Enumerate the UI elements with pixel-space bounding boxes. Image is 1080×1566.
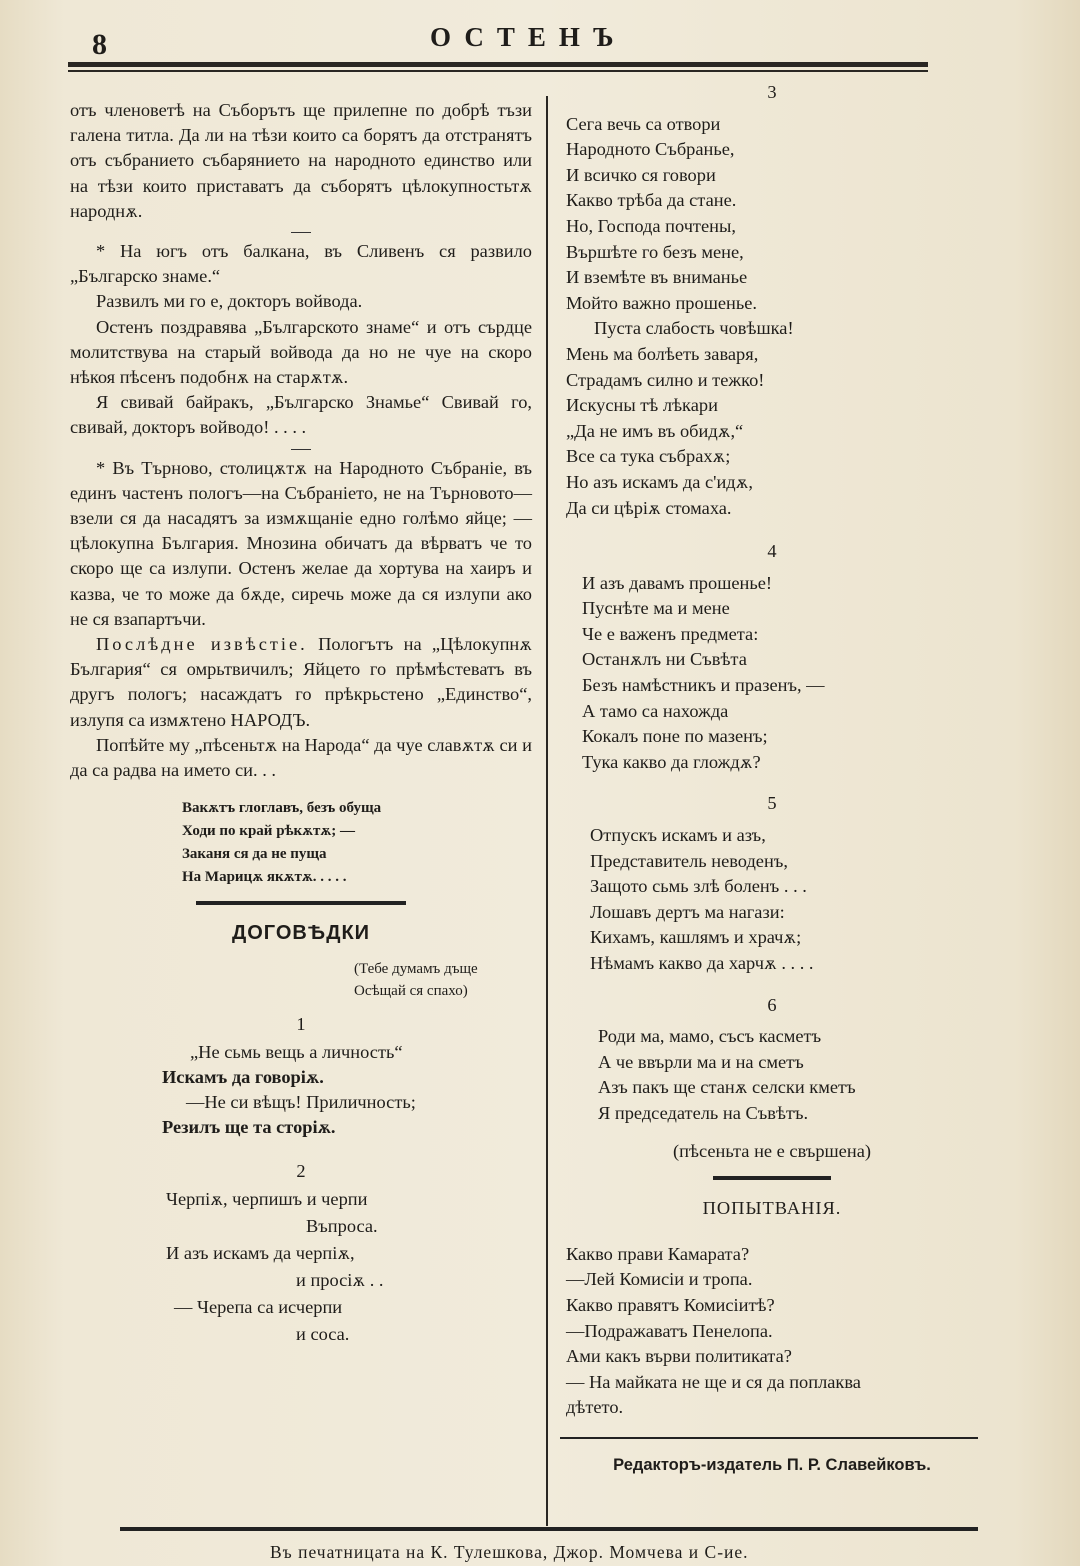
stanza-line: Искусны тѣ лѣкари — [566, 395, 718, 416]
stanza-line: Кихамъ, кашлямъ и храчѫ; — [590, 927, 802, 948]
stanza-line: Роди ма, мамо, съсъ касметъ — [598, 1026, 822, 1047]
stanza-line: Отпускъ искамъ и азъ, — [590, 825, 766, 846]
separator — [291, 449, 311, 450]
stanza-number: 5 — [767, 793, 777, 814]
qa-line: — На майката не ще и ся да поплаква — [566, 1371, 861, 1392]
stanza-line: и просіѫ . . — [296, 1269, 384, 1290]
stanza-line: Мойто важно прошенье. — [566, 292, 758, 313]
stanza-line: Останѫлъ ни Съвѣта — [582, 649, 747, 670]
masthead-title: ОСТЕНЪ — [430, 22, 627, 52]
qa-line: —Подражаватъ Пенелопа. — [566, 1320, 773, 1341]
stanza-line: Че е важенъ предмета: — [582, 623, 759, 644]
stanza-line: „Да не имъ въ обидѫ,“ — [566, 420, 744, 441]
stanza-line: Представитель неводенъ, — [590, 850, 788, 871]
stanza-line: Безъ намѣстникъ и празенъ, — — [582, 675, 825, 696]
verse-line: На Марицѫ якѫтѫ. . . . . — [182, 869, 347, 886]
qa-line: дѣтето. — [566, 1397, 624, 1418]
stanza-line: Сега вечь са отвори — [566, 113, 721, 134]
stanza-number: 4 — [767, 541, 777, 562]
stanza-number: 2 — [296, 1160, 306, 1181]
stanza-line: — Черепа са исчерпи — [174, 1296, 343, 1317]
stanza-number: 3 — [767, 82, 777, 102]
article-paragraph: Развилъ ми го е, докторъ войвода. — [96, 291, 363, 312]
footer-rule — [120, 1527, 978, 1531]
editor-rule — [560, 1437, 978, 1439]
separator — [291, 232, 311, 233]
stanza-line: И вземѣте въ вниманье — [566, 267, 748, 288]
stanza-5 — [566, 823, 978, 977]
stanza-line: И азъ давамъ прошенье! — [582, 572, 773, 593]
news-item-sliven: * На югъ отъ балкана, въ Сливенъ ся развило „Българско знаме.“ — [70, 241, 532, 287]
header-rule — [68, 62, 928, 67]
printer-imprint: Въ печатницата на К. Тулешкова, Джор. Момчева и С-ие. — [270, 1542, 749, 1562]
stanza-line: Но, Господа почтены, — [566, 215, 736, 236]
poem-end-note: (пѣсеньта не е свършена) — [673, 1140, 871, 1161]
verse-line: Заканя ся да не пуща — [182, 846, 327, 863]
qa-line: Какво правятъ Комисіитѣ? — [566, 1294, 775, 1315]
stanza-line: „Не сьмь вещь а личность“ — [190, 1041, 403, 1062]
stanza-line: Пуснѣте ма и мене — [582, 598, 730, 619]
stanza-line: Нѣмамъ какво да харчѫ . . . . — [590, 953, 814, 973]
header-rule-thin — [68, 70, 928, 72]
stanza-line: и соса. — [296, 1323, 350, 1344]
article-paragraph: Я свивай байракъ, „Българско Знамье“ Свивай го, свивай, докторъ войводо! . . . . — [70, 392, 532, 438]
stanza-line: Все са тука събрахѫ; — [566, 446, 731, 467]
qa-line: —Лей Комисіи и тропа. — [566, 1269, 753, 1290]
stanza-line: Пуста слабость човѣшка! — [594, 318, 794, 339]
left-column — [70, 98, 532, 1348]
stanza-line: Искамъ да говоріѫ. — [162, 1066, 324, 1087]
section-rule — [713, 1176, 831, 1180]
latest-news-text: Пологътъ на „Цѣлокупнѫ България“ ся омрьтвичилъ; Яйцето го прѣмѣстеватъ въ другъ пологъ; насаждатъ го прѣкрьстено „Единство“, излупя са измѫтено НАРОДЪ. — [70, 634, 532, 730]
stanza-number: 1 — [296, 1014, 306, 1035]
verse-line: Ходи по край рѣкѫтѫ; — — [182, 823, 356, 840]
stanza-line: И азъ искамъ да черпіѫ, — [166, 1242, 355, 1263]
section-title: ДОГОВѢДКИ — [231, 922, 371, 945]
epigraph-line: Осѣщай ся спахо) — [354, 983, 468, 1000]
stanza-line: Но азъ искамъ да с'идѫ, — [566, 471, 753, 492]
epigraph — [354, 958, 532, 1002]
stanza-line: Народното Събранье, — [566, 139, 735, 160]
article-paragraph: отъ членоветѣ на Съборътъ ще прилепне по добрѣ тъзи галена титла. Да ли на тѣзи които са борятъ да отстранятъ отъ събранието събарянието на народното единство или на тѣзи които приставатъ да съборятъ цѣлокупностьтѫ народнѫ. — [70, 100, 532, 221]
stanza-3 — [566, 112, 978, 522]
stanza-line: А че ввърли ма и на сметъ — [598, 1051, 804, 1072]
verse-line: Вакѫтъ глоглавъ, безъ обуща — [182, 800, 382, 817]
stanza-1 — [162, 1040, 532, 1141]
stanza-line: А тамо са нахожда — [582, 700, 729, 721]
news-item-tarnovo: * Въ Търново, столицѫтѫ на Народното Събраніе, въ единъ частенъ пологъ—на Събраніето, не на Търновото—взели ся да насадятъ за измѫщаніе едно голѣмо яйце; —цѣлокупна България. Мнозина обичатъ да вѣрватъ че то скоро ще са излупи. Остенъ желае да хортува на хаиръ и казва, че то може да бѫде, сиречь може да ся излупи ако не ся взапартъчи. — [70, 457, 532, 629]
stanza-6 — [566, 1024, 978, 1126]
qa-line: Ами какъ върви политиката? — [566, 1346, 792, 1367]
stanza-2 — [166, 1186, 532, 1348]
stanza-line: Страдамъ силно и тежко! — [566, 369, 765, 390]
stanza-line: —Не си вѣщъ! Приличность; — [186, 1092, 416, 1113]
stanza-number: 6 — [767, 994, 777, 1015]
stanza-line: Да си цѣріѫ стомаха. — [566, 497, 732, 518]
page-number: 8 — [92, 28, 107, 61]
latest-news-paragraph — [70, 632, 532, 733]
stanza-line: Черпіѫ, черпишъ и черпи — [166, 1188, 368, 1209]
questions-answers — [566, 1242, 978, 1421]
latest-news-lead: Послѣдне извѣстіе. — [96, 634, 308, 655]
stanza-line: Мень ма болѣеть заваря, — [566, 343, 759, 364]
stanza-line: Въпроса. — [306, 1215, 378, 1236]
stanza-line: Лошавъ дертъ ма нагази: — [590, 901, 785, 922]
stanza-line: Тука какво да глождѫ? — [582, 751, 761, 772]
epigraph-line: (Тебе думамъ дъще — [354, 961, 478, 978]
section-title: ПОПЫТВАНІЯ. — [702, 1198, 842, 1219]
stanza-line: Вършѣте го безъ мене, — [566, 241, 744, 262]
stanza-line: Резилъ ще та сторіѫ. — [162, 1117, 336, 1138]
verse-block — [182, 797, 532, 889]
stanza-line: Защото сьмь злѣ боленъ . . . — [590, 876, 807, 897]
stanza-line: Я председатель на Съвѣтъ. — [598, 1102, 809, 1123]
stanza-line: Кокалъ поне по мазенъ; — [582, 726, 768, 747]
article-paragraph: Остенъ поздравява „Българското знаме“ и отъ сърдце молитствува на старый войвода да но не чуе на скоро нѣкоя пѣсенъ подобнѫ на старѫтѫ. — [70, 316, 532, 388]
article-paragraph: Попѣйте му „пѣсеньтѫ на Народа“ да чуе славѫтѫ си и да са радва на името си. . . — [70, 734, 532, 781]
stanza-line: Азъ пакъ ще станѫ селски кметъ — [598, 1077, 856, 1098]
stanza-line: Какво трѣба да стане. — [566, 190, 737, 211]
editor-credit: Редакторъ-издатель П. Р. Славейковъ. — [613, 1455, 931, 1474]
stanza-line: И всичко ся говори — [566, 164, 716, 185]
section-rule — [196, 901, 406, 905]
right-column — [566, 80, 978, 1479]
column-divider — [546, 96, 548, 1526]
stanza-4 — [566, 571, 978, 776]
qa-line: Какво прави Камарата? — [566, 1243, 750, 1264]
